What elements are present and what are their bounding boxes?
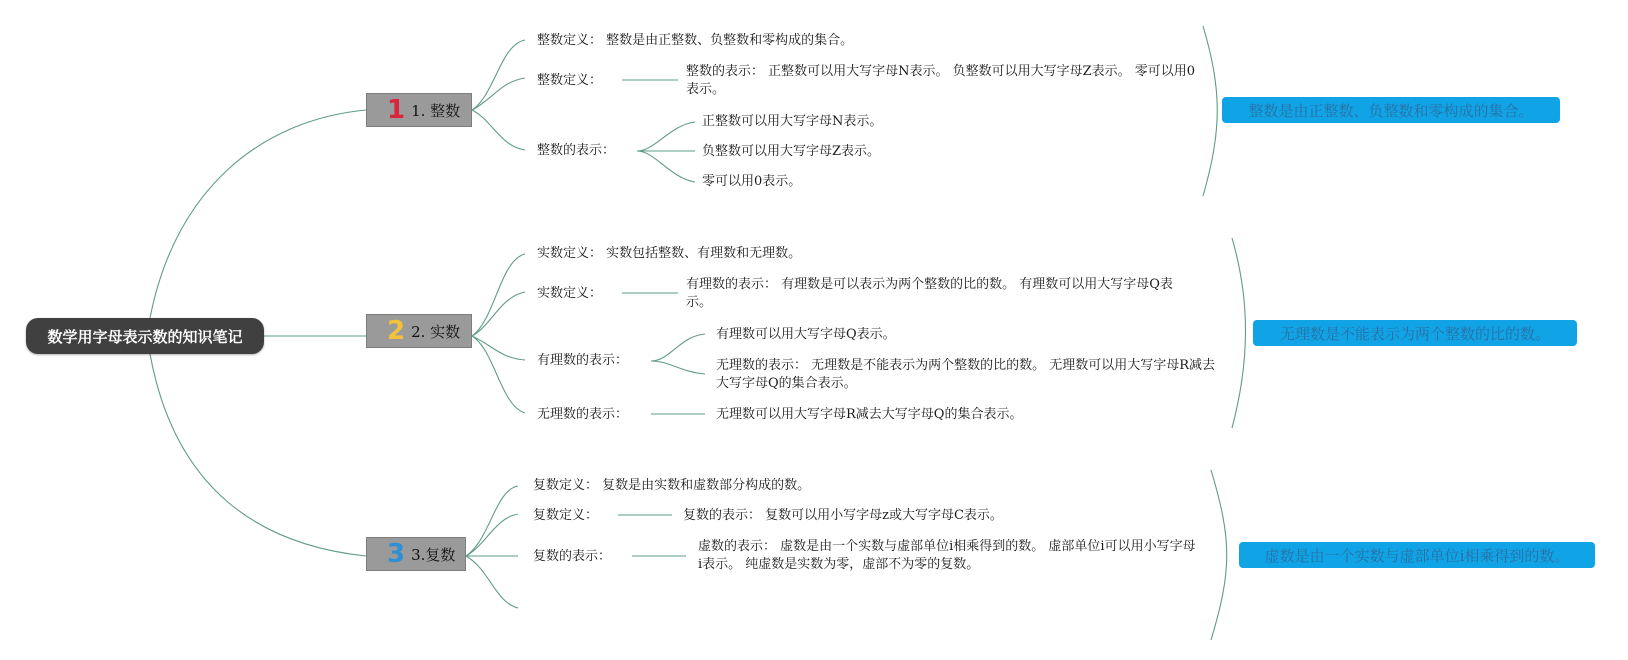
number-badge-1: 1 [387, 95, 406, 125]
b2-rational-child-2: 无理数的表示： 无理数是不能表示为两个整数的比的数。 无理数可以用大写字母R减去大写字母Q的集合表示。 [716, 358, 1216, 391]
b2-definition-2: 实数定义： [537, 286, 603, 301]
summary-bracket-3 [1211, 470, 1227, 640]
b2-definition-2-detail: 有理数的表示： 有理数是可以表示为两个整数的比的数。 有理数可以用大写字母Q表示。 [686, 277, 1173, 310]
summary-text: 虚数是由一个实数与虚部单位i相乘得到的数。 [1264, 546, 1570, 565]
link-root-branch-3 [150, 354, 366, 556]
b1-rep-child-3: 零可以用0表示。 [702, 174, 802, 189]
root-node[interactable] [26, 318, 264, 354]
b3-definition-1: 复数定义： 复数是由实数和虚数部分构成的数。 [533, 478, 811, 493]
summary-integer [1222, 97, 1560, 123]
link-b3-def2 [466, 514, 518, 556]
number-badge-3: 3 [387, 539, 406, 569]
b1-representation: 整数的表示： [537, 143, 616, 158]
b2-irrational-detail: 无理数可以用大写字母R减去大写字母Q的集合表示。 [716, 407, 1023, 422]
b1-rep-child-2: 负整数可以用大写字母Z表示。 [702, 144, 881, 159]
branch-node-complex[interactable] [366, 537, 466, 571]
link-b3-extra [466, 556, 518, 608]
b3-definition-2: 复数定义： [533, 508, 599, 523]
summary-text: 整数是由正整数、负整数和零构成的集合。 [1248, 101, 1534, 120]
branch-label: 2. 实数 [411, 322, 461, 341]
link-b2-rational [472, 336, 525, 360]
root-label: 数学用字母表示数的知识笔记 [47, 327, 243, 346]
b2-definition-1: 实数定义： 实数包括整数、有理数和无理数。 [537, 246, 802, 261]
summary-real [1253, 320, 1577, 346]
link-b2-rational-child-2 [651, 361, 705, 374]
branch-label: 1. 整数 [411, 101, 461, 120]
link-b2-irrational [472, 336, 525, 413]
b3-representation-detail: 虚数的表示： 虚数是由一个实数与虚部单位i相乘得到的数。 虚部单位i可以用小写字母i表示。 纯虚数是实数为零，虚部不为零的复数。 [698, 539, 1196, 572]
link-b3-def1 [466, 486, 518, 556]
link-b1-def1 [472, 40, 525, 110]
link-root-branch-1 [150, 110, 366, 318]
link-b1-rep-child-1 [637, 122, 695, 151]
link-b1-def2 [472, 78, 525, 110]
b1-rep-child-1: 正整数可以用大写字母N表示。 [702, 114, 883, 129]
b1-definition-2: 整数定义： [537, 73, 603, 88]
b3-definition-2-detail: 复数的表示： 复数可以用小写字母z或大写字母C表示。 [683, 508, 1003, 523]
link-b1-rep-child-3 [637, 151, 695, 182]
summary-complex [1239, 542, 1595, 568]
summary-bracket-1 [1203, 26, 1217, 196]
number-badge-2: 2 [387, 316, 406, 346]
b1-definition-1: 整数定义： 整数是由正整数、负整数和零构成的集合。 [537, 33, 854, 48]
summary-text: 无理数是不能表示为两个整数的比的数。 [1279, 324, 1550, 343]
branch-node-real[interactable] [366, 314, 472, 348]
b1-definition-2-detail: 整数的表示： 正整数可以用大写字母N表示。 负整数可以用大写字母Z表示。 零可以用0表示。 [686, 64, 1196, 97]
link-b2-def2 [472, 292, 525, 336]
link-b1-rep [472, 110, 525, 150]
b2-irrational: 无理数的表示： [537, 407, 629, 422]
b3-representation: 复数的表示： [533, 549, 612, 564]
summary-bracket-2 [1232, 238, 1246, 428]
branch-node-integer[interactable] [366, 93, 472, 127]
link-b2-rational-child-1 [651, 334, 705, 361]
b2-rational: 有理数的表示： [537, 353, 629, 368]
branch-label: 3.复数 [411, 545, 456, 564]
b2-rational-child-1: 有理数可以用大写字母Q表示。 [716, 327, 896, 342]
